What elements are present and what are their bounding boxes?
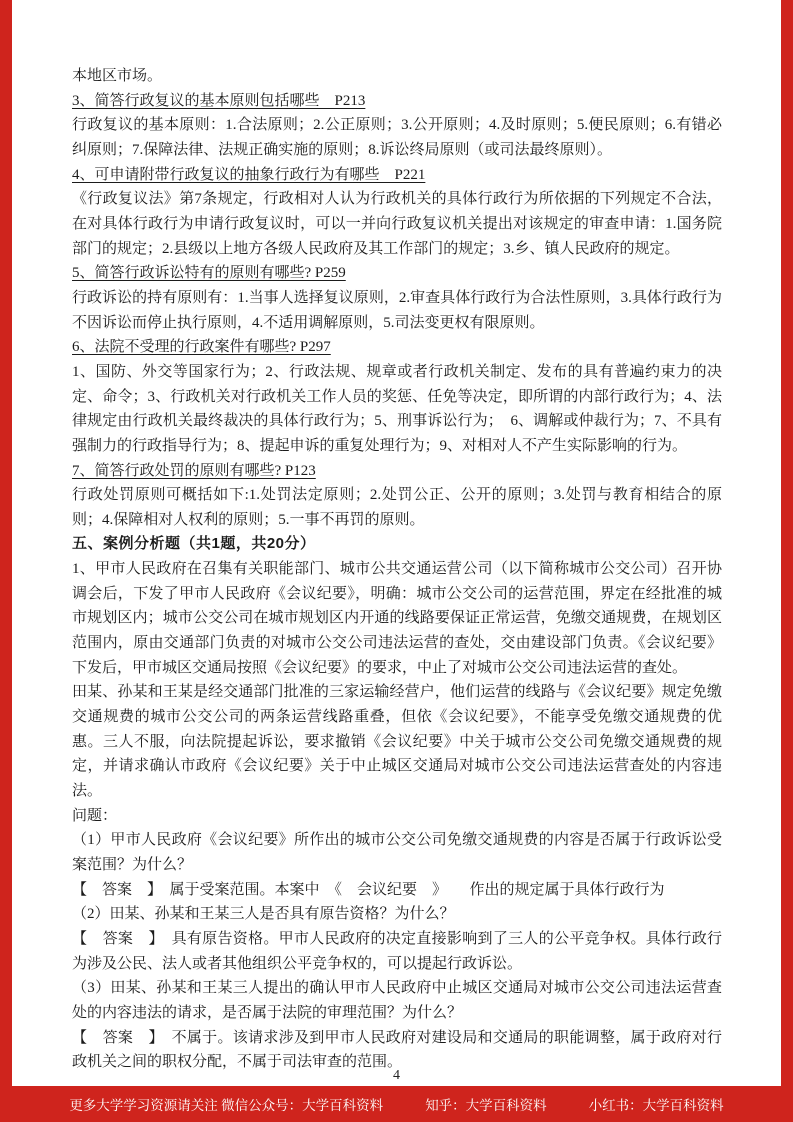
red-right-border: [781, 0, 793, 1122]
paragraph: 问题：: [72, 807, 118, 824]
question-heading: 4、可申请附带行政复议的抽象行政行为有哪些 P221: [72, 166, 426, 183]
paragraph: （1）甲市人民政府《会议纪要》所作出的城市公交公司免缴交通规费的内容是否属于行政诉讼受案范围？为什么？: [72, 832, 722, 873]
question-heading: 5、简答行政诉讼特有的原则有哪些? P259: [72, 265, 346, 282]
paragraph: 田某、孙某和王某是经交通部门批准的三家运输经营户，他们运营的线路与《会议纪要》规定免缴交通规费的城市公交公司的两条运营线路重叠，但依《会议纪要》，不能享受免缴交通规费的优惠。三人不服，向法院提起诉讼，要求撤销《会议纪要》中关于城市公交公司免缴交通规费的规定，并请求确认市政府《会议纪要》关于中止城区交通局对城市公交公司违法运营查处的内容违法。: [72, 684, 722, 800]
red-left-border: [0, 0, 12, 1122]
document-body: [72, 64, 722, 1075]
paragraph: （2）田某、孙某和王某三人是否具有原告资格？为什么？: [72, 906, 455, 923]
section-heading: 五、案例分析题（共1题，共20分）: [72, 535, 316, 553]
paragraph: 行政复议的基本原则：1.合法原则；2.公正原则；3.公开原则；4.及时原则；5.便民原则；6.有错必纠原则；7.保障法律、法规正确实施的原则；8.诉讼终局原则（或司法最终原则）。: [72, 117, 722, 158]
paragraph: 本地区市场。: [72, 68, 163, 84]
paragraph: 【 答案 】 具有原告资格。甲市人民政府的决定直接影响到了三人的公平竞争权。具体行政行为涉及公民、法人或者其他组织公平竞争权的，可以提起行政诉讼。: [72, 930, 722, 972]
footer-banner: [0, 1086, 793, 1122]
paragraph: （3）田某、孙某和王某三人提出的确认甲市人民政府中止城区交通局对城市公交公司违法运营查处的内容违法的请求，是否属于法院的审理范围？为什么？: [72, 980, 722, 1021]
footer-item: 更多大学学习资源请关注 微信公众号：大学百科资料: [69, 1098, 384, 1113]
paragraph: 【 答案 】 不属于。该请求涉及到甲市人民政府对建设局和交通局的职能调整，属于政府对行政机关之间的职权分配，不属于司法审查的范围。: [72, 1029, 722, 1071]
paragraph: 行政处罚原则可概括如下:1.处罚法定原则；2.处罚公正、公开的原则；3.处罚与教育相结合的原则；4.保障相对人权利的原则；5.一事不再罚的原则。: [72, 487, 722, 528]
paragraph: 《行政复议法》第7条规定，行政相对人认为行政机关的具体行政行为所依据的下列规定不合法，在对具体行政行为申请行政复议时，可以一并向行政复议机关提出对该规定的审查申请：1.国务院部门的规定；2.县级以上地方各级人民政府及其工作部门的规定；3.乡、镇人民政府的规定。: [72, 191, 722, 257]
footer-item: 小红书：大学百科资料: [588, 1098, 724, 1113]
paragraph: 【 答案 】 属于受案范围。本案中 《 会议纪要 》 作出的规定属于具体行政行为: [72, 881, 665, 898]
paragraph: 1、国防、外交等国家行为；2、行政法规、规章或者行政机关制定、发布的具有普遍约束力的决定、命令；3、行政机关对行政机关工作人员的奖惩、任免等决定，即所谓的内部行政行为；4、法律规定由行政机关最终裁决的具体行政行为；5、刑事诉讼行为； 6、调解或仲裁行为；7、不具有强制力的行政指导行为；8、提起申诉的重复处理行为；9、对相对人不产生实际影响的行为。: [72, 363, 722, 454]
paragraph: 行政诉讼的持有原则有：1.当事人选择复议原则，2.审查具体行政行为合法性原则，3.具体行政行为不因诉讼而停止执行原则，4.不适用调解原则，5.司法变更权有限原则。: [72, 289, 722, 331]
question-heading: 3、简答行政复议的基本原则包括哪些 P213: [72, 92, 366, 109]
question-heading: 7、简答行政处罚的原则有哪些? P123: [72, 462, 316, 479]
paragraph: 1、甲市人民政府在召集有关职能部门、城市公共交通运营公司（以下简称城市公交公司）召开协调会后，下发了甲市人民政府《会议纪要》，明确：城市公交公司的运营范围，界定在经批准的城市规划区内；城市公交公司在城市规划区内开通的线路要保证正常运营，免缴交通规费，在规划区范围内，原由交通部门负责的对城市公交公司违法运营的查处，交由建设部门负责。《会议纪要》下发后，甲市城区交通局按照《会议纪要》的要求，中止了对城市公交公司违法运营的查处。: [72, 561, 722, 676]
page-number: 4: [393, 1068, 400, 1083]
question-heading: 6、法院不受理的行政案件有哪些? P297: [72, 339, 331, 356]
footer-item: 知乎：大学百科资料: [425, 1098, 547, 1113]
